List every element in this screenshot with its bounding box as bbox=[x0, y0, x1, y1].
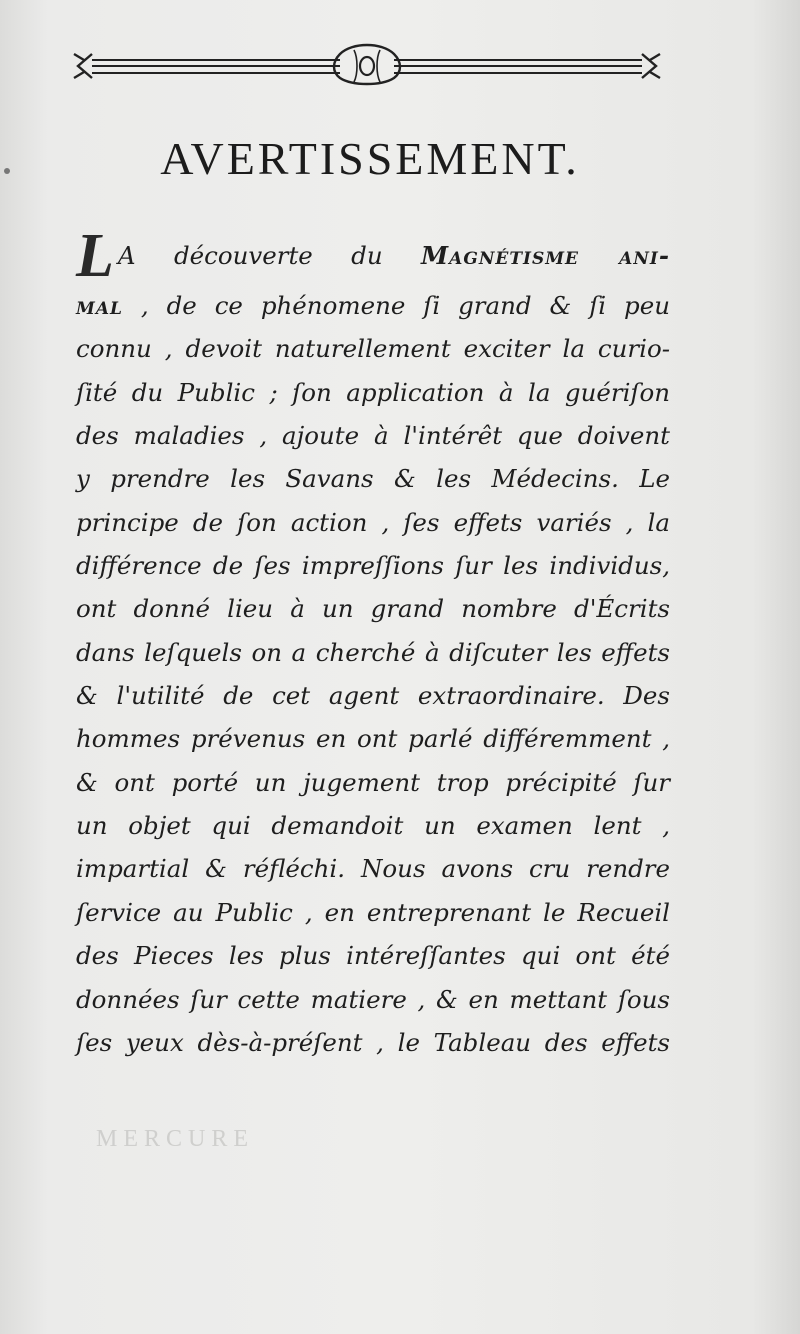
text-line: y prendre les Savans & les Médecins. Le bbox=[76, 464, 670, 494]
drop-cap: L bbox=[76, 222, 114, 290]
text-line: connu , devoit naturellement exciter la curio- bbox=[76, 334, 670, 364]
text-line: différence de ſes impreſſions ſur les individus, bbox=[76, 551, 670, 581]
text-line: des maladies , ajoute à l'intérêt que doivent bbox=[76, 421, 670, 451]
text-line: données ſur cette matiere , & en mettant ſous bbox=[76, 984, 670, 1014]
text-line: mal , de ce phénomene ſi grand & ſi peu bbox=[76, 291, 670, 320]
text-line: dans leſquels on a cherché à diſcuter les effets bbox=[76, 637, 670, 667]
text-line: & ont porté un jugement trop précipité ſur bbox=[76, 767, 670, 797]
body-paragraph bbox=[76, 222, 670, 1064]
text-line: ſervice au Public , en entreprenant le Recueil bbox=[76, 897, 670, 927]
text-line: ont donné lieu à un grand nombre d'Écrits bbox=[76, 594, 670, 624]
smallcaps-term: mal bbox=[76, 291, 123, 320]
text-line: ſité du Public ; ſon application à la guériſon bbox=[76, 377, 670, 407]
text-line: des Pieces les plus intéreſſantes qui ont été bbox=[76, 941, 670, 971]
text-line: L A découverte du Magnétisme ani- bbox=[76, 222, 670, 290]
text-line: un objet qui demandoit un examen lent , bbox=[76, 811, 670, 841]
text-line: impartial & réfléchi. Nous avons cru rendre bbox=[76, 854, 670, 884]
text-line: hommes prévenus en ont parlé différemment , bbox=[76, 724, 670, 754]
text-line: & l'utilité de cet agent extraordinaire. Des bbox=[76, 681, 670, 711]
text-line: ſes yeux dès-à-préſent , le Tableau des effets bbox=[76, 1027, 670, 1057]
bleed-through-text: MERCURE bbox=[96, 1126, 255, 1152]
rule-ornament-icon bbox=[72, 40, 662, 88]
smallcaps-term: Magnétisme ani- bbox=[421, 241, 670, 270]
page-title: AVERTISSEMENT. bbox=[160, 133, 580, 184]
text-line: principe de ſon action , ſes effets variés , la bbox=[76, 507, 670, 537]
